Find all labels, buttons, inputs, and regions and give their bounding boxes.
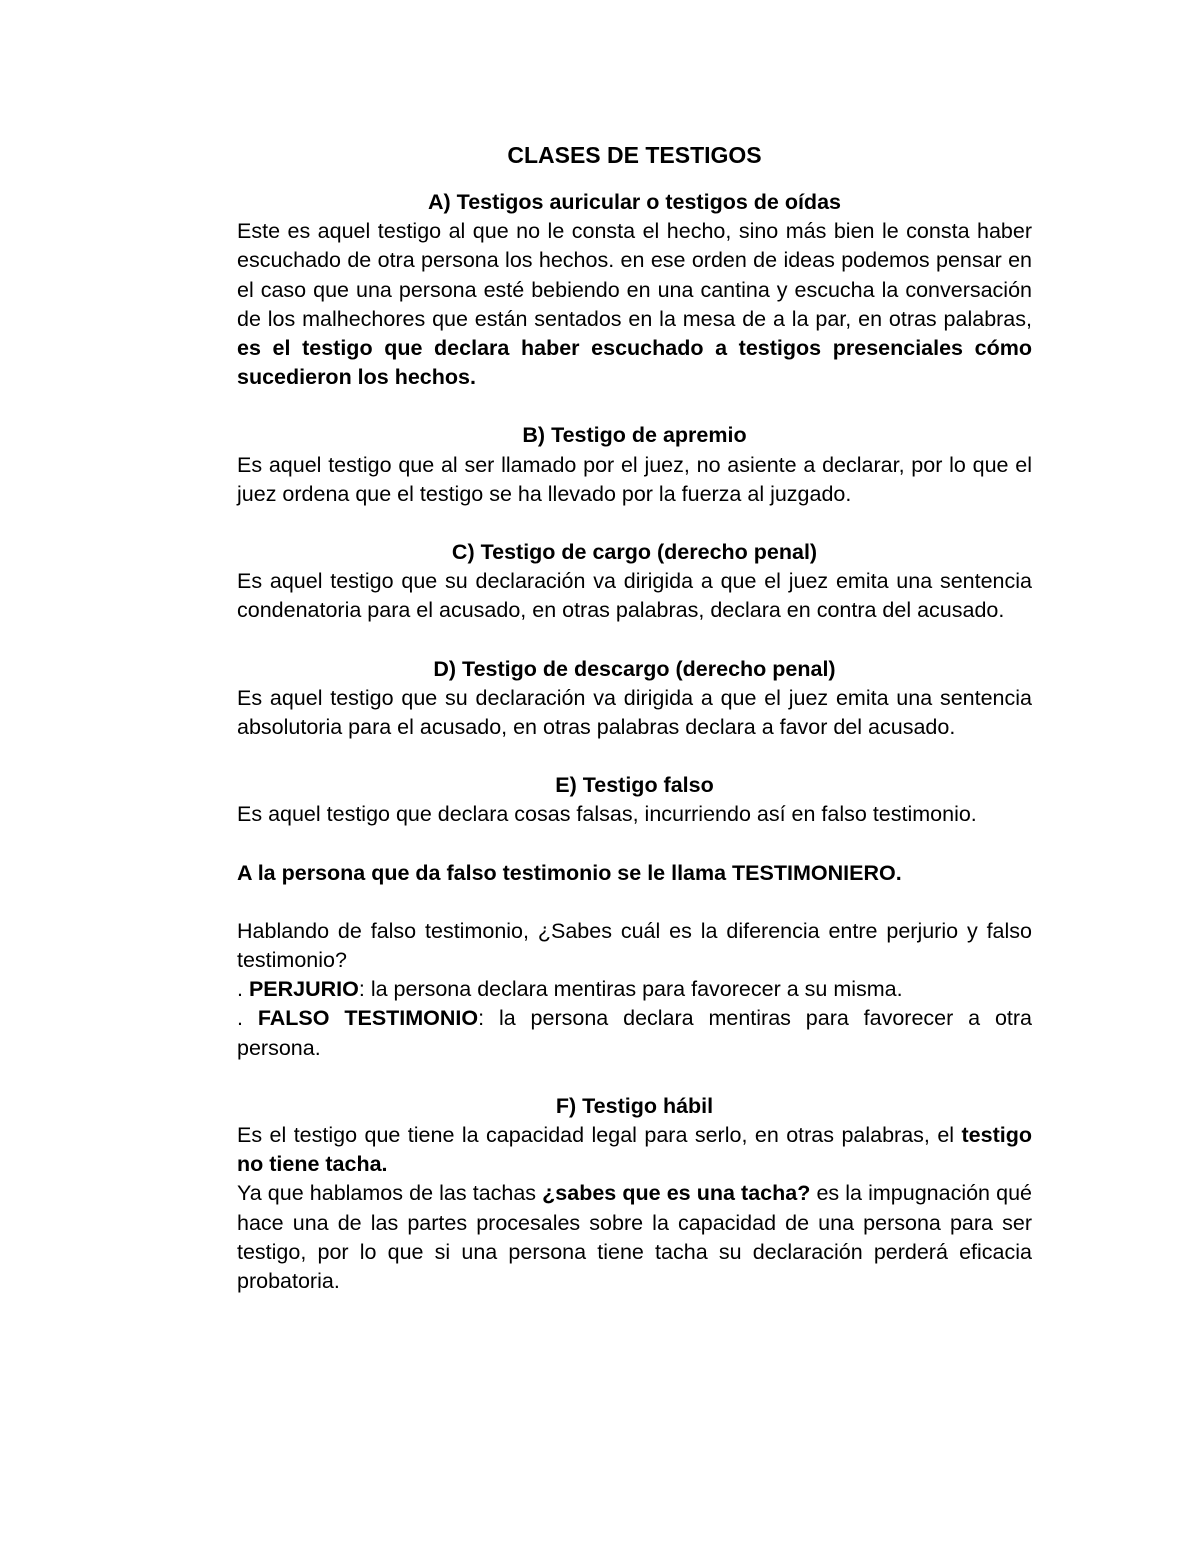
section-heading-c: C) Testigo de cargo (derecho penal) [451,540,818,565]
section-body-f-bold: testigo no tiene tacha. [237,1123,1032,1177]
section-heading-a: A) Testigos auricular o testigos de oídas [428,190,841,214]
falso-testimonio-definition-text: : la persona declara mentiras para favorecer a otra persona. [237,1006,1032,1060]
section-body-b: Es aquel testigo que al ser llamado por el juez, no asiente a declarar, por lo que el juez ordena que el testigo se ha llevado por la fuerza al juzgado. [237,452,1032,506]
section-body-a-bold: es el testigo que declara haber escuchado a testigos presenciales cómo sucedieron los hechos. [237,336,1032,390]
testimoniero-note-text: A la persona que da falso testimonio se le llama TESTIMONIERO. [237,860,902,885]
section-heading-d: D) Testigo de descargo (derecho penal) [433,656,836,681]
perjurio-prefix: . [237,977,249,1002]
section-heading-b: B) Testigo de apremio [522,423,747,448]
testimoniero-note [237,859,1032,888]
section-heading-f: F) Testigo hábil [555,1093,714,1118]
section-body-a [237,217,1032,392]
section-body-f-text: Es el testigo que tiene la capacidad legal para serlo, en otras palabras, el [237,1123,962,1148]
perjurio-block [237,917,1032,1063]
section-c [237,538,1032,626]
falso-testimonio-prefix: . [237,1006,258,1031]
section-d [237,655,1032,743]
section-body-c: Es aquel testigo que su declaración va dirigida a que el juez emita una sentencia condenatoria para el acusado, en otras palabras, declara en contra del acusado. [237,569,1032,623]
section-body-f [237,1121,1032,1179]
perjurio-question: Hablando de falso testimonio, ¿Sabes cuál es la diferencia entre perjurio y falso testimonio? [237,918,1032,973]
testimoniero-block [237,859,1032,888]
section-b [237,421,1032,509]
perjurio-definition-text: : la persona declara mentiras para favorecer a su misma. [358,977,903,1002]
perjurio-term: PERJURIO [248,977,359,1002]
section-body-a-text: Este es aquel testigo al que no le consta el hecho, sino más bien le consta haber escuchado de otra persona los hechos. en ese orden de ideas podemos pensar en el caso que una persona esté bebiendo en una cantina y escucha la conversación de los malhechores que están sentados en la mesa de a la par, en otras palabras, [237,219,1032,331]
document-content [237,138,1032,1325]
document-title: CLASES DE TESTIGOS [507,142,762,168]
section-heading-e: E) Testigo falso [555,773,714,798]
falso-testimonio-term: FALSO TESTIMONIO [257,1006,479,1031]
section-body-d: Es aquel testigo que su declaración va dirigida a que el juez emita una sentencia absolutoria para el acusado, en otras palabras declara a favor del acusado. [237,685,1032,740]
tacha-intro: Ya que hablamos de las tachas [237,1181,543,1206]
tacha-question: ¿sabes que es una tacha? [542,1181,811,1206]
tacha-answer: es la impugnación qué hace una de las partes procesales sobre la capacidad de una persona para ser testigo, por lo que si una persona tiene tacha su declaración perderá eficacia probatoria. [237,1181,1032,1294]
tacha-paragraph [237,1179,1032,1296]
falso-testimonio-definition [237,1004,1032,1062]
section-a [237,188,1032,392]
section-f [237,1092,1032,1296]
section-body-e: Es aquel testigo que declara cosas falsas, incurriendo así en falso testimonio. [237,802,977,827]
perjurio-definition [237,975,1032,1004]
section-e [237,771,1032,829]
